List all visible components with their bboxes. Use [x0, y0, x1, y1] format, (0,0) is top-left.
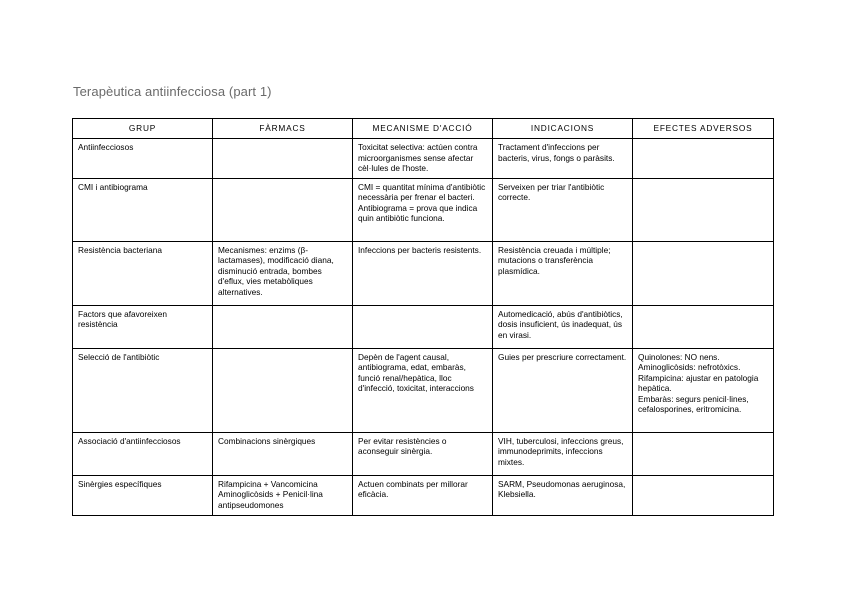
cell-indicacions: Guies per prescriure correctament. — [493, 348, 633, 432]
cell-farmacs: Mecanismes: enzims (β-lactamases), modificació diana, disminució entrada, bombes d'eflux, vies metabòliques alternatives. — [213, 241, 353, 305]
cell-mecanisme: CMI = quantitat mínima d'antibiòtic necessària per frenar el bacteri. Antibiograma = prova que indica quin antibiòtic funciona. — [353, 178, 493, 241]
cell-indicacions: Serveixen per triar l'antibiòtic correcte. — [493, 178, 633, 241]
cell-grup: Selecció de l'antibiòtic — [73, 348, 213, 432]
table-header-row — [73, 119, 774, 139]
table-row — [73, 305, 774, 348]
cell-farmacs — [213, 348, 353, 432]
table-row — [73, 475, 774, 515]
cell-grup: CMI i antibiograma — [73, 178, 213, 241]
cell-indicacions: SARM, Pseudomonas aeruginosa, Klebsiella. — [493, 475, 633, 515]
cell-efectes: Quinolones: NO nens. Aminoglicòsids: nefrotòxics. Rifampicina: ajustar en patologia hepàtica. Embaràs: segurs penicil·lines, cefalosporines, eritromicina. — [633, 348, 774, 432]
cell-farmacs: Rifampicina + Vancomicina Aminoglicòsids + Penicil·lina antipseudomones — [213, 475, 353, 515]
table-row — [73, 178, 774, 241]
header-indicacions: INDICACIONS — [493, 119, 633, 139]
header-efectes: EFECTES ADVERSOS — [633, 119, 774, 139]
cell-indicacions: Resistència creuada i múltiple; mutacions o transferència plasmídica. — [493, 241, 633, 305]
cell-farmacs — [213, 178, 353, 241]
cell-farmacs — [213, 139, 353, 179]
cell-efectes — [633, 432, 774, 475]
cell-mecanisme: Toxicitat selectiva: actúen contra microorganismes sense afectar cèl·lules de l'hoste. — [353, 139, 493, 179]
table-row — [73, 139, 774, 179]
header-farmacs: FÀRMACS — [213, 119, 353, 139]
table-row — [73, 241, 774, 305]
cell-indicacions: VIH, tuberculosi, infeccions greus, immunodeprimits, infeccions mixtes. — [493, 432, 633, 475]
cell-indicacions: Automedicació, abús d'antibiòtics, dosis insuficient, ús inadequat, ús en virasi. — [493, 305, 633, 348]
header-mecanisme: MECANISME D'ACCIÓ — [353, 119, 493, 139]
cell-efectes — [633, 475, 774, 515]
cell-mecanisme: Depèn de l'agent causal, antibiograma, edat, embaràs, funció renal/hepàtica, lloc d'infecció, toxicitat, interaccions — [353, 348, 493, 432]
cell-efectes — [633, 305, 774, 348]
cell-grup: Factors que afavoreixen resistència — [73, 305, 213, 348]
cell-efectes — [633, 139, 774, 179]
cell-grup: Resistència bacteriana — [73, 241, 213, 305]
document-title: Terapèutica antiinfecciosa (part 1) — [73, 84, 272, 99]
cell-farmacs: Combinacions sinèrgiques — [213, 432, 353, 475]
table-row — [73, 348, 774, 432]
cell-mecanisme: Per evitar resistències o aconseguir sinèrgia. — [353, 432, 493, 475]
cell-grup: Sinèrgies específiques — [73, 475, 213, 515]
cell-grup: Associació d'antiinfecciosos — [73, 432, 213, 475]
cell-efectes — [633, 178, 774, 241]
header-grup: GRUP — [73, 119, 213, 139]
cell-indicacions: Tractament d'infeccions per bacteris, virus, fongs o paràsits. — [493, 139, 633, 179]
cell-farmacs — [213, 305, 353, 348]
cell-grup: Antiinfecciosos — [73, 139, 213, 179]
table-row — [73, 432, 774, 475]
therapeutics-table — [72, 118, 774, 516]
cell-mecanisme — [353, 305, 493, 348]
cell-mecanisme: Infeccions per bacteris resistents. — [353, 241, 493, 305]
cell-mecanisme: Actuen combinats per millorar eficàcia. — [353, 475, 493, 515]
cell-efectes — [633, 241, 774, 305]
